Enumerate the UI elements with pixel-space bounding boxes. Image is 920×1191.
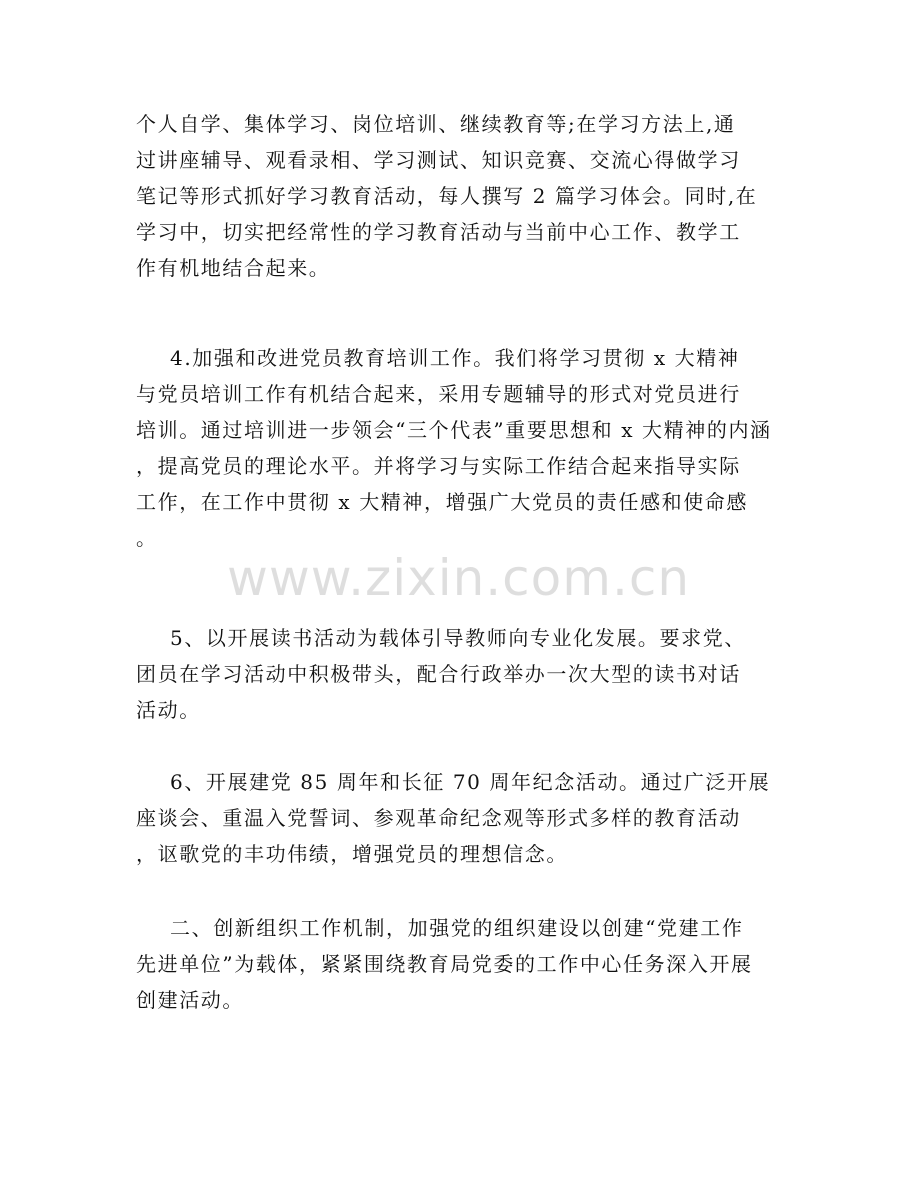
text-line: 作有机地结合起来。 <box>136 256 331 280</box>
text-line: 培训。通过培训进一步领会“三个代表”重要思想和 x 大精神的内涵 <box>136 418 772 442</box>
text-line: 与党员培训工作有机结合起来，采用专题辅导的形式对党员进行 <box>136 382 741 406</box>
text-line: 笔记等形式抓好学习教育活动，每人撰写 2 篇学习体会。同时,在 <box>136 184 758 208</box>
text-line: 。 <box>136 526 158 550</box>
text-line: 二、创新组织工作机制，加强党的组织建设以创建“党建工作 <box>170 916 744 940</box>
paragraph-organization-mechanism <box>136 910 786 1018</box>
text-line: 学习中，切实把经常性的学习教育活动与当前中心工作、教学工 <box>136 220 741 244</box>
text-line: 4.加强和改进党员教育培训工作。我们将学习贯彻 x 大精神 <box>170 346 740 370</box>
paragraph-member-training <box>136 340 786 556</box>
text-line: 活动。 <box>136 698 201 722</box>
text-line: 座谈会、重温入党誓词、参观革命纪念观等形式多样的教育活动 <box>136 806 741 830</box>
text-line: 工作，在工作中贯彻 x 大精神，增强广大党员的责任感和使命感 <box>136 490 748 514</box>
text-line: 6、开展建党 85 周年和长征 70 周年纪念活动。通过广泛开展 <box>170 770 771 794</box>
text-line: 先进单位”为载体，紧紧围绕教育局党委的工作中心任务深入开展 <box>136 952 753 976</box>
watermark: www.zixin.com.cn <box>227 549 691 607</box>
text-line: ，提高党员的理论水平。并将学习与实际工作结合起来指导实际 <box>136 454 741 478</box>
paragraph-reading-activity <box>136 620 786 728</box>
text-line: 个人自学、集体学习、岗位培训、继续教育等;在学习方法上,通 <box>136 112 736 136</box>
paragraph-study-methods <box>136 106 786 286</box>
text-line: ，讴歌党的丰功伟绩，增强党员的理想信念。 <box>136 842 568 866</box>
text-line: 创建活动。 <box>136 988 244 1012</box>
paragraph-anniversary-activity <box>136 764 786 872</box>
text-line: 过讲座辅导、观看录相、学习测试、知识竞赛、交流心得做学习 <box>136 148 741 172</box>
text-line: 5、以开展读书活动为载体引导教师向专业化发展。要求党、 <box>170 626 746 650</box>
text-line: 团员在学习活动中积极带头，配合行政举办一次大型的读书对话 <box>136 662 741 686</box>
